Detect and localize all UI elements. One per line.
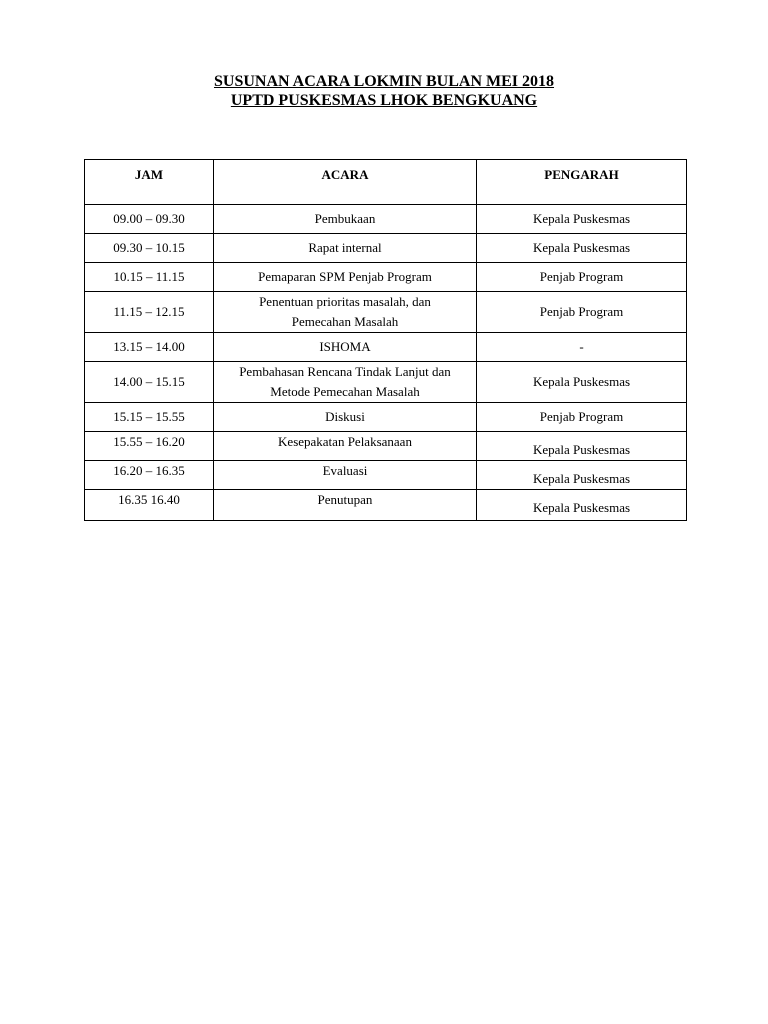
table-row (85, 490, 687, 521)
cell-acara-line: Metode Pemecahan Masalah (270, 384, 420, 399)
cell-jam: 09.30 – 10.15 (85, 234, 214, 263)
cell-acara-line: Pembahasan Rencana Tindak Lanjut dan (239, 364, 451, 379)
cell-acara-line: Pemecahan Masalah (291, 314, 399, 329)
cell-pengarah: Kepala Puskesmas (477, 461, 687, 490)
table-row (85, 362, 687, 403)
schedule-table (84, 159, 687, 521)
cell-acara: Diskusi (214, 403, 477, 432)
document-title: SUSUNAN ACARA LOKMIN BULAN MEI 2018 (213, 73, 555, 90)
table-row (85, 432, 687, 461)
cell-jam: 10.15 – 11.15 (85, 263, 214, 292)
cell-jam: 14.00 – 15.15 (85, 362, 214, 403)
cell-acara: Rapat internal (214, 234, 477, 263)
header-jam: JAM (85, 160, 214, 205)
document-subtitle: UPTD PUSKESMAS LHOK BENGKUANG (230, 92, 538, 109)
cell-pengarah: Kepala Puskesmas (477, 362, 687, 403)
cell-pengarah: Kepala Puskesmas (477, 490, 687, 521)
cell-acara: Pemaparan SPM Penjab Program (214, 263, 477, 292)
header-pengarah: PENGARAH (477, 160, 687, 205)
table-row (85, 292, 687, 333)
cell-acara-line: Penentuan prioritas masalah, dan (259, 294, 431, 309)
cell-acara (214, 362, 477, 403)
cell-jam: 15.15 – 15.55 (85, 403, 214, 432)
table-row (85, 461, 687, 490)
cell-acara: Pembukaan (214, 205, 477, 234)
cell-acara: Evaluasi (214, 461, 477, 490)
cell-pengarah: Penjab Program (477, 292, 687, 333)
cell-jam: 16.20 – 16.35 (85, 461, 214, 490)
table-row (85, 205, 687, 234)
table-row (85, 333, 687, 362)
table-row (85, 263, 687, 292)
table-row (85, 234, 687, 263)
cell-pengarah: - (477, 333, 687, 362)
cell-jam: 11.15 – 12.15 (85, 292, 214, 333)
header-acara: ACARA (214, 160, 477, 205)
cell-acara: ISHOMA (214, 333, 477, 362)
cell-pengarah: Penjab Program (477, 403, 687, 432)
cell-pengarah: Kepala Puskesmas (477, 432, 687, 461)
cell-pengarah: Penjab Program (477, 263, 687, 292)
cell-pengarah: Kepala Puskesmas (477, 205, 687, 234)
cell-acara (214, 292, 477, 333)
cell-pengarah: Kepala Puskesmas (477, 234, 687, 263)
cell-acara: Kesepakatan Pelaksanaan (214, 432, 477, 461)
cell-acara: Penutupan (214, 490, 477, 521)
cell-jam: 16.35 16.40 (85, 490, 214, 521)
cell-jam: 09.00 – 09.30 (85, 205, 214, 234)
cell-jam: 15.55 – 16.20 (85, 432, 214, 461)
table-header-row (85, 160, 687, 205)
table-row (85, 403, 687, 432)
cell-jam: 13.15 – 14.00 (85, 333, 214, 362)
